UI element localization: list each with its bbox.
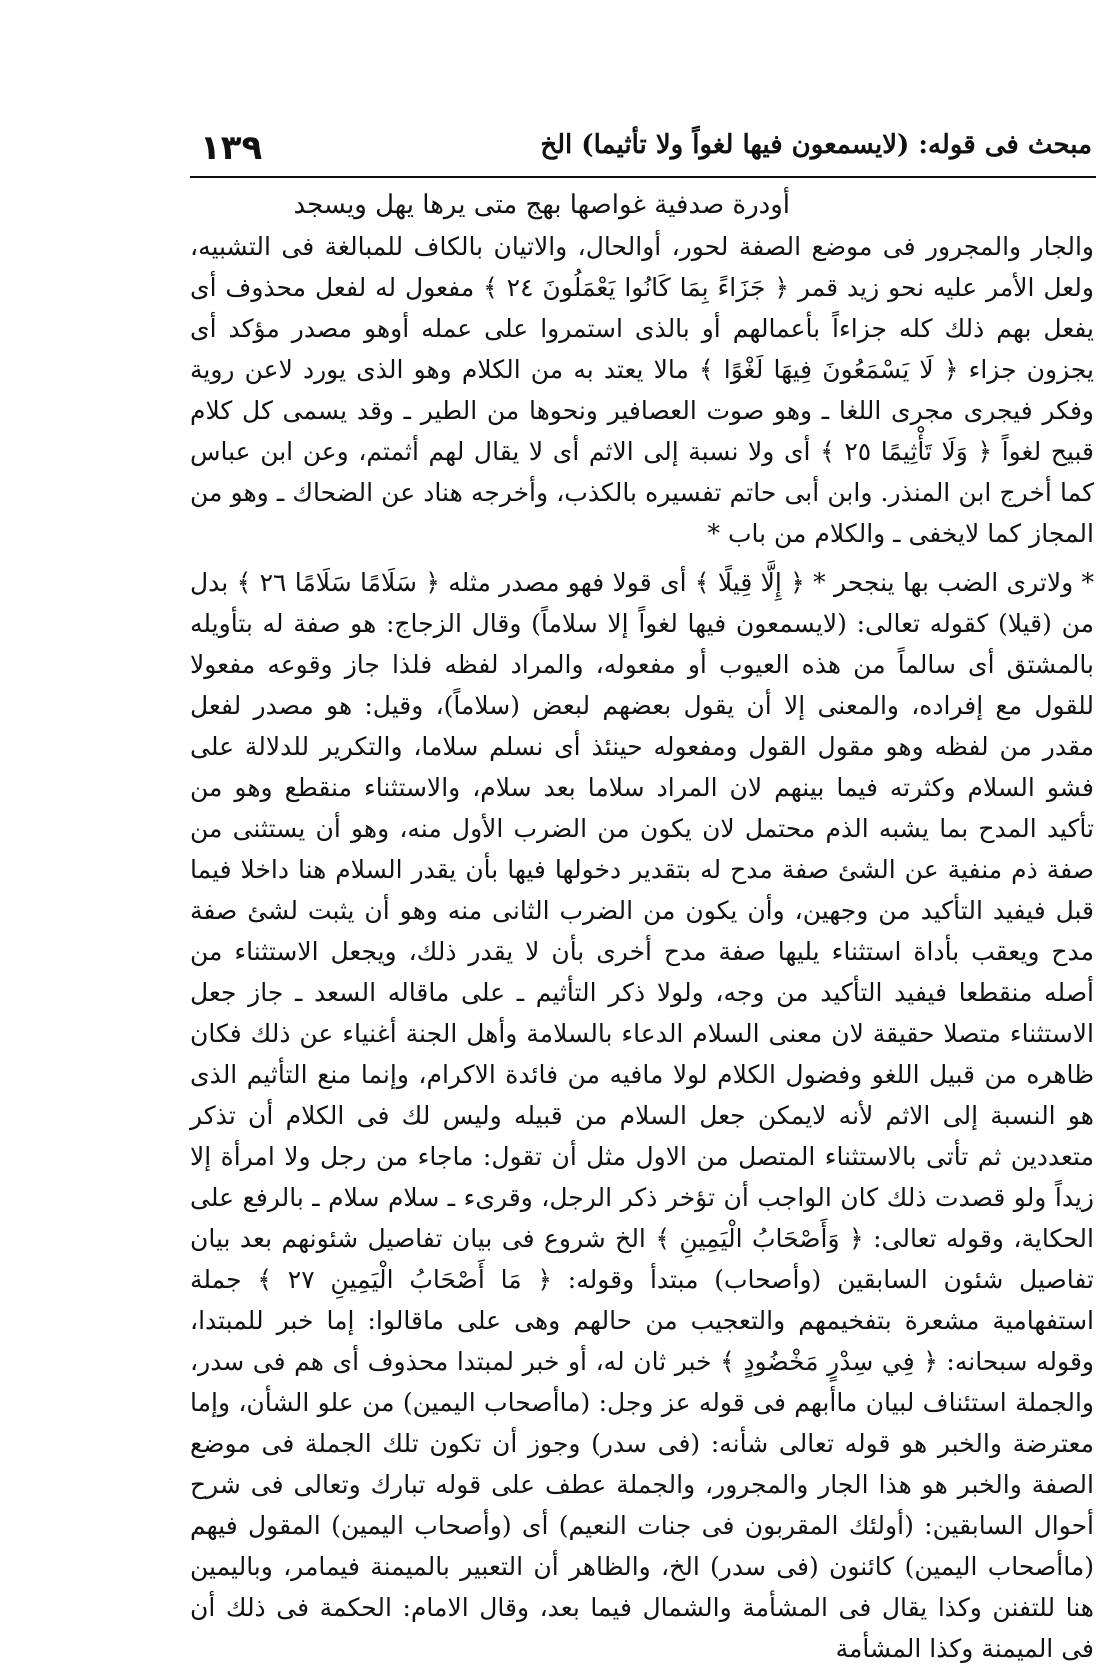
body-text [190, 226, 1095, 1663]
running-title: مبحث فى قوله: (لايسمعون فيها لغواً ولا تأثيما) الخ [540, 130, 1092, 160]
poetry-verse: أودرة صدفية غواصها بهج متى يرها يهل ويسجد [293, 190, 790, 220]
paragraph: والجار والمجرور فى موضع الصفة لحور، أوالحال، والاتيان بالكاف للمبالغة فى التشبيه، ولعل الأمر عليه نحو زيد قمر ﴿ جَزَاءً بِمَا كَانُوا يَعْمَلُونَ ٢٤ ﴾ مفعول له لفعل محذوف أى يفعل بهم ذلك كله جزاءاً بأعمالهم أو بالذى استمروا على عمله أوهو مصدر مؤكد أى يجزون جزاء ﴿ لَا يَسْمَعُونَ فِيهَا لَغْوًا ﴾ مالا يعتد به من الكلام وهو الذى يورد لاعن روية وفكر فيجرى مجرى اللغا ـ وهو صوت العصافير ونحوها من الطير ـ وقد يسمى كل كلام قبيح لغواً ﴿ وَلَا تَأْثِيمًا ٢٥ ﴾ أى ولا نسبة إلى الاثم أى لا يقال لهم أثمتم، وعن ابن عباس كما أخرج ابن المنذر. وابن أبى حاتم تفسيره بالكذب، وأخرجه هناد عن الضحاك ـ وهو من المجاز كما لايخفى ـ والكلام من باب * [190, 232, 1095, 548]
page-header [190, 128, 1110, 174]
page-number: ١٣٩ [200, 128, 263, 168]
paragraph: * ولاترى الضب بها ينجحر * ﴿ إِلَّا قِيلًا ﴾ أى قولا فهو مصدر مثله ﴿ سَلَامًا سَلَامًا ٢٦ ﴾ بدل من (قيلا) كقوله تعالى: (لايسمعون فيها لغواً إلا سلاماً) وقال الزجاج: هو صفة له بتأويله بالمشتق أى سالماً من هذه العيوب أو مفعوله، والمراد لفظه فلذا جاز وقوعه مفعولا للقول مع إفراده، والمعنى إلا أن يقول بعضهم لبعض (سلاماً)، وقيل: هو مصدر لفعل مقدر من لفظه وهو مقول القول ومفعوله حينئذ أى نسلم سلاما، والتكرير للدلالة على فشو السلام وكثرته فيما بينهم لان المراد سلاما بعد سلام، والاستثناء منقطع وهو من تأكيد المدح بما يشبه الذم محتمل لان يكون من الضرب الأول منه، وهو أن يستثنى من صفة ذم منفية عن الشئ صفة مدح له بتقدير دخولها فيها بأن يقدر السلام هنا داخلا فيما قبل فيفيد التأكيد من وجهين، وأن يكون من الضرب الثانى منه وهو أن يثبت لشئ صفة مدح ويعقب بأداة استثناء يليها صفة مدح أخرى بأن لا يقدر ذلك، ويجعل الاستثناء من أصله منقطعا فيفيد التأكيد من وجه، ولولا ذكر التأثيم ـ على ماقاله السعد ـ جاز جعل الاستثناء متصلا حقيقة لان معنى السلام الدعاء بالسلامة وأهل الجنة أغنياء عن ذلك فكان ظاهره من قبيل اللغو وفضول الكلام لولا مافيه من فائدة الاكرام، وإنما منع التأثيم الذى هو النسبة إلى الاثم لأنه لايمكن جعل السلام من قبيله وليس لك فى الكلام أن تذكر متعددين ثم تأتى بالاستثناء المتصل من الاول مثل أن تقول: ماجاء من رجل ولا امرأة إلا زيداً ولو قصدت ذلك كان الواجب أن تؤخر ذكر الرجل، وقرىء ـ سلام سلام ـ بالرفع على الحكاية، وقوله تعالى: ﴿ وَأَصْحَابُ الْيَمِينِ ﴾ الخ شروع فى بيان تفاصيل شئونهم بعد بيان تفاصيل شئون السابقين (وأصحاب) مبتدأ وقوله: ﴿ مَا أَصْحَابُ الْيَمِينِ ٢٧ ﴾ جملة استفهامية مشعرة بتفخيمهم والتعجيب من حالهم وهى على ماقالوا: إما خبر للمبتدا، وقوله سبحانه: ﴿ فِي سِدْرٍ مَخْضُودٍ ﴾ خبر ثان له، أو خبر لمبتدا محذوف أى هم فى سدر، والجملة استئناف لبيان ماأبهم فى قوله عز وجل: (ماأصحاب اليمين) من علو الشأن، وإما معترضة والخبر هو قوله تعالى شأنه: (فى سدر) وجوز أن تكون تلك الجملة فى موضع الصفة والخبر هو هذا الجار والمجرور، والجملة عطف على قوله تبارك وتعالى فى شرح أحوال السابقين: (أولئك المقربون فى جنات النعيم) أى (وأصحاب اليمين) المقول فيهم (ماأصحاب اليمين) كائنون (فى سدر) الخ، والظاهر أن التعبير بالميمنة فيمامر، وباليمين هنا للتفنن وكذا يقال فى المشأمة والشمال فيما بعد، وقال الامام: الحكمة فى ذلك أن فى الميمنة وكذا المشأمة [190, 568, 1094, 1663]
header-rule [190, 176, 1096, 178]
